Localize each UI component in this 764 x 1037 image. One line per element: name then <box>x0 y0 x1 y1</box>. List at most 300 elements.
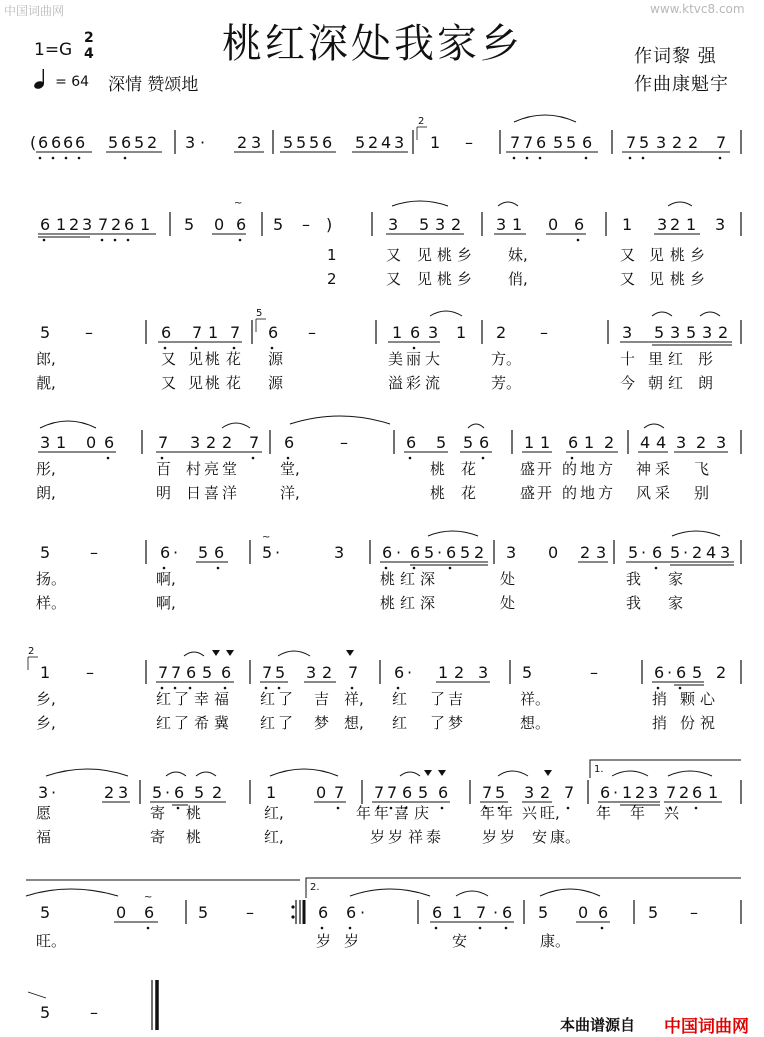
note: · <box>407 663 413 682</box>
lyric-char: 安 <box>452 932 468 950</box>
trill-mark: ~ <box>234 198 243 209</box>
lyric-char: 花 <box>461 460 477 478</box>
lyric-char: 开 <box>537 460 553 478</box>
note: 6 <box>284 433 295 452</box>
trill-mark: ~ <box>262 532 271 543</box>
note: 6 <box>322 133 333 152</box>
lyric-char: 我 <box>626 570 642 588</box>
note: 7 <box>249 433 260 452</box>
lyric-char: 1 <box>327 246 337 264</box>
volta-2-bracket <box>306 878 741 898</box>
watermark-left: 中国词曲网 <box>4 4 65 18</box>
note: 5 <box>273 215 284 234</box>
lyric-char: 了 <box>430 690 446 708</box>
lyric-char: 年 <box>498 804 514 822</box>
lyric-char: 方 <box>598 484 614 502</box>
lyric-char: 方 <box>598 460 614 478</box>
note: 6 <box>410 543 421 562</box>
lyric-char: 大 <box>425 350 441 368</box>
note: 1 <box>56 215 67 234</box>
note: 5 <box>198 543 209 562</box>
lyric-char: 寄 <box>150 828 166 846</box>
note: 5 <box>134 133 145 152</box>
note: 3 <box>648 783 659 802</box>
lyric-char: 源 <box>268 350 284 368</box>
lyric-char: 地 <box>580 460 596 478</box>
note: 6 <box>402 783 413 802</box>
lyric-char: 桃 <box>430 460 446 478</box>
lyric-char: 梦 <box>314 714 330 732</box>
note: 5 <box>553 133 564 152</box>
note: 2 <box>496 323 507 342</box>
note: 3 <box>478 663 489 682</box>
note: 1 <box>540 433 551 452</box>
note: 6 <box>63 133 74 152</box>
note: 6 <box>51 133 62 152</box>
note: – <box>340 433 348 452</box>
note: 6 <box>432 903 443 922</box>
lyric-char: 乡, <box>36 714 56 732</box>
lyric-char: 兴 <box>664 804 680 822</box>
note: 5 <box>309 133 320 152</box>
octave-dot <box>195 347 198 350</box>
lyric-char: 见 <box>188 374 204 392</box>
note: 7 <box>564 783 575 802</box>
lyric-char: 乡, <box>36 690 56 708</box>
note: 6 <box>75 133 86 152</box>
lyric-char: 庆 <box>414 804 430 822</box>
note: 1 <box>456 323 467 342</box>
note: 3 <box>118 783 129 802</box>
note: – <box>590 663 598 682</box>
note: 4 <box>656 433 667 452</box>
note: 3 <box>435 215 446 234</box>
lyric-char: 福 <box>36 828 52 846</box>
note: 2 <box>540 783 551 802</box>
octave-dot <box>655 567 658 570</box>
note: 5 <box>495 783 506 802</box>
lyric-char: 别 <box>694 484 710 502</box>
note: · <box>51 783 57 802</box>
note: 6 <box>144 903 155 922</box>
note: · <box>200 133 206 152</box>
lyric-char: 彤, <box>36 460 56 478</box>
note: ( <box>30 133 37 152</box>
octave-dot <box>390 807 393 810</box>
note: 5 <box>566 133 577 152</box>
note: · <box>683 543 689 562</box>
note: 6 <box>221 663 232 682</box>
lyric-char: 乡 <box>457 246 473 264</box>
octave-dot <box>349 927 352 930</box>
note: 2 <box>206 433 217 452</box>
octave-dot <box>287 457 290 460</box>
lyric-char: 样。 <box>36 594 67 612</box>
octave-dot <box>413 347 416 350</box>
note: 0 <box>548 543 559 562</box>
lyric-char: 百 <box>156 460 172 478</box>
octave-dot <box>585 157 588 160</box>
note: 7 <box>523 133 534 152</box>
lyric-char: 希 <box>194 714 210 732</box>
note: 6 <box>268 323 279 342</box>
note: 5 <box>538 903 549 922</box>
octave-dot <box>65 157 68 160</box>
note: 3 <box>334 543 345 562</box>
staccato-wedge <box>212 650 220 656</box>
lyric-char: 桃 <box>437 246 453 264</box>
note: 3 <box>670 323 681 342</box>
note: 2 <box>111 215 122 234</box>
lyric-char: 捎 <box>652 714 668 732</box>
note: 2 <box>212 783 223 802</box>
note: 5 <box>639 133 650 152</box>
lyric-char: 深 <box>420 570 436 588</box>
lyric-char: 红 <box>260 714 276 732</box>
lyric-char: 年 <box>374 804 390 822</box>
lyric-char: 祝 <box>700 714 716 732</box>
octave-dot <box>239 239 242 242</box>
lyric-char: 丽 <box>406 350 422 368</box>
note: 1 <box>56 433 67 452</box>
octave-dot <box>114 239 117 242</box>
lyric-char: 见 <box>417 246 433 264</box>
lyric-char: 兴 <box>522 804 538 822</box>
octave-dot <box>265 687 268 690</box>
note: 7 <box>387 783 398 802</box>
note: 1 <box>584 433 595 452</box>
note: – <box>465 133 473 152</box>
note: 2 <box>368 133 379 152</box>
octave-dot <box>385 567 388 570</box>
note: 3 <box>388 215 399 234</box>
lyric-char: 安 <box>532 828 548 846</box>
note: 6 <box>160 543 171 562</box>
lyric-char: 捎 <box>652 690 668 708</box>
lyric-char: 祥, <box>344 690 364 708</box>
note: 6 <box>410 323 421 342</box>
lyric-char: 盛 <box>520 484 536 502</box>
lyric-char: 冀 <box>214 714 230 732</box>
lyric-char: 处 <box>500 594 516 612</box>
breath-tempo-marks <box>28 116 430 670</box>
octave-dot <box>695 807 698 810</box>
staccato-wedge <box>226 650 234 656</box>
lyric-char: 神 <box>636 460 652 478</box>
octave-dot <box>189 687 192 690</box>
lyric-char: 红 <box>400 570 416 588</box>
lyric-char: 又 <box>620 270 636 288</box>
note: 3 <box>428 323 439 342</box>
note: 6 <box>318 903 329 922</box>
note: 5 <box>283 133 294 152</box>
lyric-char: 乡 <box>690 270 706 288</box>
octave-dot <box>321 927 324 930</box>
lyric-char: 花 <box>226 374 242 392</box>
note: · <box>275 543 281 562</box>
lyric-char: 了 <box>174 690 190 708</box>
note: 5 <box>184 215 195 234</box>
note: 2 <box>222 433 233 452</box>
lyric-char: 桃 <box>186 828 202 846</box>
octave-dot <box>78 157 81 160</box>
note: 5 <box>419 215 430 234</box>
note: 5 <box>522 663 533 682</box>
note: – <box>85 323 93 342</box>
lyric-char: 2 <box>327 270 337 288</box>
lyric-char: 了 <box>174 714 190 732</box>
lyric-char: 采 <box>655 484 671 502</box>
lyric-char: 处 <box>500 570 516 588</box>
note: 6 <box>446 543 457 562</box>
note: 3 <box>40 433 51 452</box>
lyric-char: 红 <box>260 690 276 708</box>
staccato-wedge <box>544 770 552 776</box>
octave-dot <box>505 927 508 930</box>
lyric-char: 康。 <box>540 932 571 950</box>
note: 3 <box>524 783 535 802</box>
meter-change: 2 <box>418 116 425 127</box>
lyric-char: 桃 <box>380 570 396 588</box>
lyric-char: 日 <box>186 484 202 502</box>
note: 3 <box>656 133 667 152</box>
lyric-char: 康。 <box>550 828 581 846</box>
lyric-char: 梦 <box>448 714 464 732</box>
lyric-char: 见 <box>417 270 433 288</box>
note: 5 <box>355 133 366 152</box>
lyric-char: 我 <box>626 594 642 612</box>
lyric-char: 红 <box>392 714 408 732</box>
lyric-char: 了 <box>278 690 294 708</box>
footer-site-link[interactable]: 中国词曲网 <box>664 1017 749 1037</box>
time-signature: 2 4 <box>84 30 94 62</box>
octave-dot <box>217 567 220 570</box>
note: 6 <box>574 215 585 234</box>
lyric-char: 风 <box>636 484 652 502</box>
lyric-char: 深 <box>420 594 436 612</box>
note: 6 <box>382 543 393 562</box>
note: 6 <box>214 543 225 562</box>
lyric-char: 堂 <box>222 460 238 478</box>
lyric-char: 又 <box>161 374 177 392</box>
lyricist: 作词黎 强 <box>634 46 717 67</box>
note: 3 <box>720 543 731 562</box>
trill-mark: ~ <box>144 892 153 903</box>
lyric-char: 靓, <box>36 374 56 392</box>
octave-dot <box>163 567 166 570</box>
lyric-char: 家 <box>668 570 684 588</box>
lyric-char: 方。 <box>491 350 522 368</box>
note: 3 <box>496 215 507 234</box>
octave-dot <box>657 687 660 690</box>
staccato-wedge <box>346 650 354 656</box>
note: 2 <box>688 133 699 152</box>
lyric-char: 岁 <box>482 828 498 846</box>
octave-dot <box>479 927 482 930</box>
lyric-char: 俏, <box>508 270 528 288</box>
lyric-char: 朝 <box>648 374 664 392</box>
octave-dot <box>539 157 542 160</box>
octave-dot <box>161 457 164 460</box>
note: 0 <box>548 215 559 234</box>
octave-dot <box>449 567 452 570</box>
lyric-char: 桃 <box>430 484 446 502</box>
lyric-char: 愿 <box>36 804 52 822</box>
note: 6 <box>174 783 185 802</box>
note: 6 <box>346 903 357 922</box>
note: 4 <box>640 433 651 452</box>
note: · <box>613 783 619 802</box>
octave-dot <box>571 457 574 460</box>
lyric-char: 红, <box>264 828 284 846</box>
octave-dot <box>567 807 570 810</box>
note: · <box>173 543 179 562</box>
octave-dot <box>482 457 485 460</box>
lyric-char: 桃 <box>670 270 686 288</box>
note: 7 <box>348 663 359 682</box>
meter-change: 2 <box>28 646 35 657</box>
lyric-char: 乡 <box>690 246 706 264</box>
note: 3 <box>676 433 687 452</box>
lyric-char: 又 <box>620 246 636 264</box>
note: 7 <box>666 783 677 802</box>
octave-dot <box>435 927 438 930</box>
lyric-char: 喜 <box>394 804 410 822</box>
note: 6 <box>654 663 665 682</box>
octave-dot <box>161 687 164 690</box>
note: 3 <box>596 543 607 562</box>
lyric-char: 流 <box>425 374 441 392</box>
lyric-char: 祥 <box>408 828 424 846</box>
barlines <box>140 130 741 1030</box>
lyric-char: 桃 <box>437 270 453 288</box>
note: 2 <box>692 543 703 562</box>
lyric-char: 桃 <box>380 594 396 612</box>
note: 0 <box>86 433 97 452</box>
lyric-char: 年 <box>630 804 646 822</box>
note: 6 <box>600 783 611 802</box>
note: 3 <box>715 215 726 234</box>
lyric-char: 红 <box>392 690 408 708</box>
note: – <box>308 323 316 342</box>
lyric-char: 岁 <box>500 828 516 846</box>
note: 7 <box>98 215 109 234</box>
lyric-char: 见 <box>649 246 665 264</box>
lyric-char: 啊, <box>156 594 176 612</box>
note: 5 <box>670 543 681 562</box>
lyric-char: 采 <box>655 460 671 478</box>
lyric-char: 花 <box>461 484 477 502</box>
note: 6 <box>568 433 579 452</box>
lyric-char: 岁 <box>388 828 404 846</box>
note: 2 <box>237 133 248 152</box>
lyric-char: 旺。 <box>36 932 67 950</box>
note: 5 <box>418 783 429 802</box>
note: · <box>437 543 443 562</box>
lyric-char: 吉 <box>314 690 330 708</box>
note: 6 <box>598 903 609 922</box>
note: 7 <box>158 663 169 682</box>
note: 7 <box>476 903 487 922</box>
octave-dot <box>101 239 104 242</box>
note: 7 <box>262 663 273 682</box>
octave-dot <box>337 807 340 810</box>
note: 2 <box>474 543 485 562</box>
lyric-char: 岁 <box>316 932 332 950</box>
note: 3 <box>716 433 727 452</box>
note: 3 <box>506 543 517 562</box>
note: 7 <box>716 133 727 152</box>
expression-text: 深情 赞颂地 <box>108 75 199 95</box>
lyric-char: 村 <box>186 460 202 478</box>
octave-dot <box>601 927 604 930</box>
octave-dot <box>224 687 227 690</box>
note: 7 <box>482 783 493 802</box>
octave-dot <box>642 157 645 160</box>
lyric-char: 洋, <box>280 484 300 502</box>
note: 1 <box>40 663 51 682</box>
note: 3 <box>190 433 201 452</box>
note: 5 <box>463 433 474 452</box>
lyric-char: 桃 <box>205 374 221 392</box>
note: 5 <box>648 903 659 922</box>
lyric-char: 桃 <box>670 246 686 264</box>
octave-dot <box>174 687 177 690</box>
note: · <box>667 663 673 682</box>
footer-source-label: 本曲谱源自 <box>560 1016 636 1034</box>
lyric-char: 芳。 <box>491 374 522 392</box>
staccato-wedge <box>438 770 446 776</box>
note: ) <box>326 215 333 234</box>
note: 5 <box>628 543 639 562</box>
note: 6 <box>186 663 197 682</box>
note: 1 <box>524 433 535 452</box>
lyric-char: 朗 <box>698 374 714 392</box>
note: 6 <box>536 133 547 152</box>
note: 3 <box>185 133 196 152</box>
note: 5 <box>654 323 665 342</box>
note: 6 <box>121 133 132 152</box>
lyric-char: 幸 <box>194 690 210 708</box>
octave-dot <box>107 457 110 460</box>
note: 1 <box>430 133 441 152</box>
octave-dot <box>164 347 167 350</box>
lyric-char: 岁 <box>370 828 386 846</box>
lyric-char: 旺, <box>540 804 560 822</box>
lyric-char: 乡 <box>457 270 473 288</box>
lyric-char: 源 <box>268 374 284 392</box>
note: 2 <box>696 433 707 452</box>
octave-dot <box>124 157 127 160</box>
note: 5 <box>194 783 205 802</box>
note: 3 <box>251 133 262 152</box>
lyric-char: 了 <box>430 714 446 732</box>
staccato-wedge <box>424 770 432 776</box>
note: 2 <box>147 133 158 152</box>
lyric-char: 想。 <box>520 714 551 732</box>
note: 6 <box>479 433 490 452</box>
note: 3 <box>657 215 668 234</box>
note: 3 <box>702 323 713 342</box>
octave-dot <box>526 157 529 160</box>
note: 6 <box>676 663 687 682</box>
note: · <box>165 783 171 802</box>
volta-2-label: 2. <box>310 882 320 893</box>
octave-dot <box>278 687 281 690</box>
note: 0 <box>578 903 589 922</box>
note: 6 <box>406 433 417 452</box>
key-signature: 1=G <box>34 40 73 60</box>
